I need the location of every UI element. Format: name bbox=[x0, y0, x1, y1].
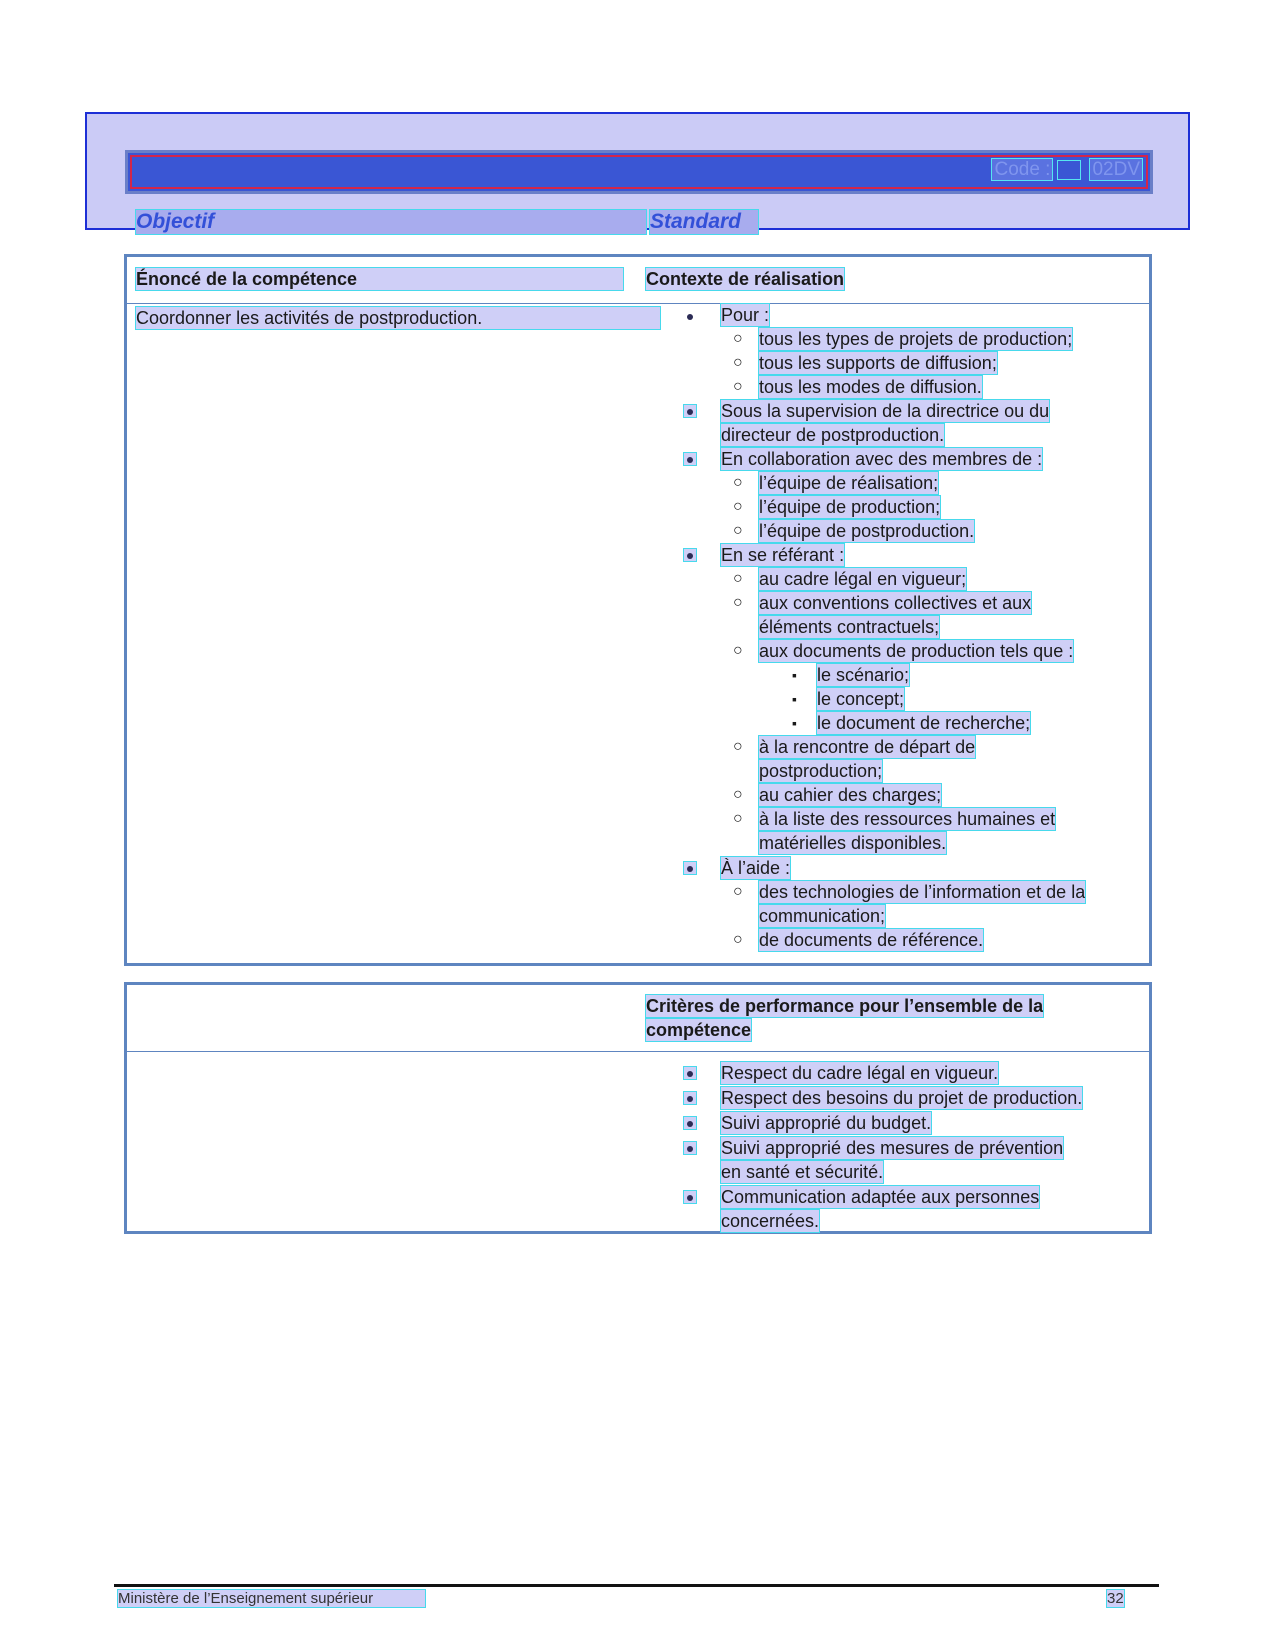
circle-bullet-icon: ○ bbox=[733, 522, 743, 539]
square-bullet-icon: ▪ bbox=[792, 667, 797, 683]
circle-bullet-icon: ○ bbox=[733, 642, 743, 659]
criterion-item: Communication adaptée aux personnes bbox=[721, 1187, 1040, 1207]
sub-list-item: le document de recherche; bbox=[817, 713, 1031, 733]
context-supervision-cont: directeur de postproduction. bbox=[721, 425, 945, 445]
sub-list-item: le concept; bbox=[817, 689, 905, 709]
list-item: aux documents de production tels que : bbox=[759, 641, 1074, 661]
circle-bullet-icon: ○ bbox=[733, 810, 743, 827]
footer-page-number: 32 bbox=[1107, 1590, 1124, 1607]
competency-context-table bbox=[124, 254, 1152, 966]
list-item: l’équipe de production; bbox=[759, 497, 941, 517]
criteria-header-cont: compétence bbox=[646, 1020, 752, 1040]
context-referant: En se référant : bbox=[721, 545, 845, 565]
list-item: tous les modes de diffusion. bbox=[759, 377, 982, 397]
code-bar bbox=[125, 150, 1153, 194]
footer-ministry: Ministère de l’Enseignement supérieur bbox=[118, 1590, 425, 1607]
bullet-icon bbox=[684, 1067, 696, 1079]
context-aide: À l’aide : bbox=[721, 858, 791, 878]
criterion-item: Suivi approprié des mesures de prévention bbox=[721, 1138, 1064, 1158]
code-label: Code : bbox=[994, 159, 1051, 180]
circle-bullet-icon: ○ bbox=[733, 931, 743, 948]
context-header: Contexte de réalisation bbox=[646, 269, 845, 289]
context-supervision: Sous la supervision de la directrice ou du bbox=[721, 401, 1050, 421]
header-band bbox=[85, 112, 1190, 233]
list-item: aux conventions collectives et aux bbox=[759, 593, 1032, 613]
circle-bullet-icon: ○ bbox=[733, 738, 743, 755]
list-item: au cahier des charges; bbox=[759, 785, 942, 805]
list-item-cont: matérielles disponibles. bbox=[759, 833, 947, 853]
list-item: l’équipe de postproduction. bbox=[759, 521, 975, 541]
criterion-item: Respect du cadre légal en vigueur. bbox=[721, 1063, 999, 1083]
criterion-item: Suivi approprié du budget. bbox=[721, 1113, 932, 1133]
objectif-heading: Objectif bbox=[136, 210, 646, 234]
circle-bullet-icon: ○ bbox=[733, 378, 743, 395]
circle-bullet-icon: ○ bbox=[733, 474, 743, 491]
competency-code bbox=[992, 159, 1142, 181]
circle-bullet-icon: ○ bbox=[733, 498, 743, 515]
criterion-item-cont: en santé et sécurité. bbox=[721, 1162, 884, 1182]
list-item-cont: postproduction; bbox=[759, 761, 883, 781]
context-pour: Pour : bbox=[721, 305, 770, 325]
bullet-icon bbox=[684, 862, 696, 874]
list-item: à la liste des ressources humaines et bbox=[759, 809, 1056, 829]
list-item: au cadre légal en vigueur; bbox=[759, 569, 967, 589]
criterion-item-cont: concernées. bbox=[721, 1211, 820, 1231]
bullet-icon bbox=[684, 1092, 696, 1104]
bullet-icon bbox=[684, 1191, 696, 1203]
code-separator bbox=[1058, 161, 1080, 179]
bullet-icon bbox=[684, 549, 696, 561]
list-item: des technologies de l’information et de la bbox=[759, 882, 1086, 902]
circle-bullet-icon: ○ bbox=[733, 786, 743, 803]
circle-bullet-icon: ○ bbox=[733, 570, 743, 587]
footer-rule bbox=[114, 1584, 1159, 1587]
performance-criteria-table bbox=[124, 982, 1152, 1234]
list-item: l’équipe de réalisation; bbox=[759, 473, 939, 493]
sub-list-item: le scénario; bbox=[817, 665, 910, 685]
list-item: à la rencontre de départ de bbox=[759, 737, 976, 757]
list-item-cont: éléments contractuels; bbox=[759, 617, 940, 637]
bullet-icon bbox=[684, 405, 696, 417]
code-value: 02DV bbox=[1092, 159, 1140, 180]
list-item-cont: communication; bbox=[759, 906, 886, 926]
square-bullet-icon: ▪ bbox=[792, 691, 797, 707]
list-item: de documents de référence. bbox=[759, 930, 984, 950]
circle-bullet-icon: ○ bbox=[733, 330, 743, 347]
list-item: tous les types de projets de production; bbox=[759, 329, 1073, 349]
bullet-icon bbox=[684, 453, 696, 465]
criteria-header: Critères de performance pour l’ensemble de la bbox=[646, 996, 1044, 1016]
criterion-item: Respect des besoins du projet de production. bbox=[721, 1088, 1083, 1108]
circle-bullet-icon: ○ bbox=[733, 354, 743, 371]
statement-header: Énoncé de la compétence bbox=[136, 268, 623, 290]
list-item: tous les supports de diffusion; bbox=[759, 353, 997, 373]
competency-statement: Coordonner les activités de postproduction. bbox=[136, 307, 660, 329]
bullet-icon bbox=[684, 1142, 696, 1154]
context-collaboration: En collaboration avec des membres de : bbox=[721, 449, 1043, 469]
circle-bullet-icon: ○ bbox=[733, 883, 743, 900]
standard-heading: Standard bbox=[650, 210, 758, 234]
bullet-icon bbox=[684, 1117, 696, 1129]
circle-bullet-icon: ○ bbox=[733, 594, 743, 611]
square-bullet-icon: ▪ bbox=[792, 715, 797, 731]
bullet-icon bbox=[684, 310, 696, 322]
